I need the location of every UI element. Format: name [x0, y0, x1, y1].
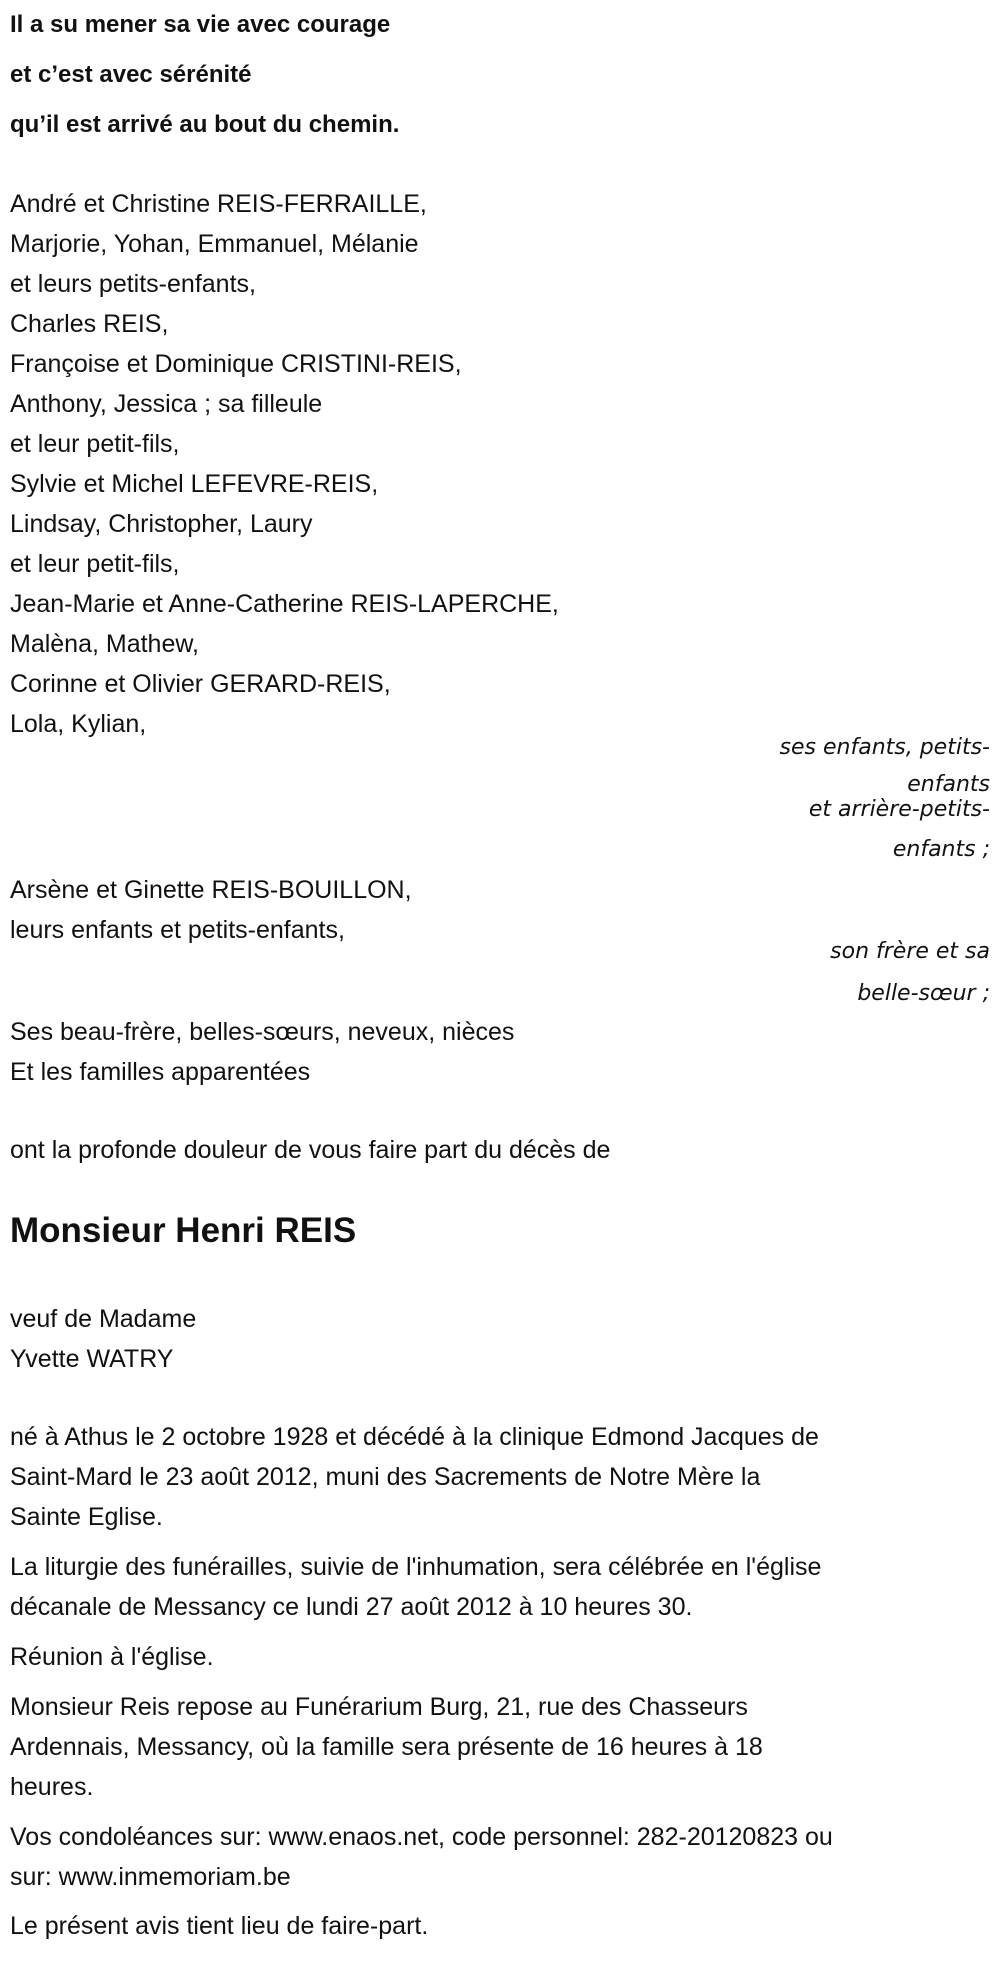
details-line: Saint-Mard le 23 août 2012, muni des Sacrements de Notre Mère la: [10, 1463, 761, 1491]
family-line: Corinne et Olivier GERARD-REIS,: [10, 670, 391, 698]
family-line: Anthony, Jessica ; sa filleule: [10, 390, 323, 418]
family-line: André et Christine REIS-FERRAILLE,: [10, 190, 427, 218]
details-line: né à Athus le 2 octobre 1928 et décédé à la clinique Edmond Jacques de: [10, 1423, 819, 1451]
quote-line: Il a su mener sa vie avec courage: [10, 11, 391, 38]
details-line: Vos condoléances sur: www.enaos.net, code personnel: 282-20120823 ou: [10, 1823, 833, 1851]
family-line: Sylvie et Michel LEFEVRE-REIS,: [10, 470, 379, 498]
sibling-line: Arsène et Ginette REIS-BOUILLON,: [10, 876, 412, 904]
family-line: Charles REIS,: [10, 310, 169, 338]
announcement: ont la profonde douleur de vous faire part du décès de: [10, 1136, 611, 1164]
others-line: Ses beau-frère, belles-sœurs, neveux, nièces: [10, 1018, 515, 1046]
details-line: La liturgie des funérailles, suivie de l'inhumation, sera célébrée en l'église: [10, 1553, 822, 1581]
details-line: Sainte Eglise.: [10, 1503, 163, 1531]
others-line: Et les familles apparentées: [10, 1058, 311, 1086]
details-line: Le présent avis tient lieu de faire-part.: [10, 1912, 429, 1940]
relation-line: enfants ;: [892, 837, 990, 862]
relation-line: enfants: [907, 772, 990, 797]
quote-line: qu’il est arrivé au bout du chemin.: [10, 111, 400, 138]
family-line: et leurs petits-enfants,: [10, 270, 256, 298]
details-line: Ardennais, Messancy, où la famille sera présente de 16 heures à 18: [10, 1733, 763, 1761]
deceased-name: Monsieur Henri REIS: [10, 1211, 357, 1250]
family-line: Jean-Marie et Anne-Catherine REIS-LAPERCHE,: [10, 590, 559, 618]
spouse-line: Yvette WATRY: [10, 1345, 174, 1373]
sibling-line: leurs enfants et petits-enfants,: [10, 916, 345, 944]
family-line: Françoise et Dominique CRISTINI-REIS,: [10, 350, 462, 378]
details-line: Monsieur Reis repose au Funérarium Burg, 21, rue des Chasseurs: [10, 1693, 748, 1721]
family-line: Lindsay, Christopher, Laury: [10, 510, 313, 538]
quote-line: et c’est avec sérénité: [10, 61, 252, 88]
details-line: sur: www.inmemoriam.be: [10, 1863, 291, 1891]
family-line: et leur petit-fils,: [10, 430, 180, 458]
family-line: et leur petit-fils,: [10, 550, 180, 578]
relation-line: son frère et sa: [830, 939, 990, 964]
family-line: Lola, Kylian,: [10, 710, 147, 738]
spouse-line: veuf de Madame: [10, 1305, 197, 1333]
details-line: Réunion à l'église.: [10, 1643, 214, 1671]
details-line: décanale de Messancy ce lundi 27 août 2012 à 10 heures 30.: [10, 1593, 693, 1621]
relation-line: et arrière-petits-: [808, 797, 990, 822]
relation-line: belle-sœur ;: [857, 981, 990, 1006]
relation-line: ses enfants, petits-: [779, 735, 990, 760]
family-line: Marjorie, Yohan, Emmanuel, Mélanie: [10, 230, 419, 258]
family-line: Malèna, Mathew,: [10, 630, 199, 658]
details-line: heures.: [10, 1773, 94, 1801]
